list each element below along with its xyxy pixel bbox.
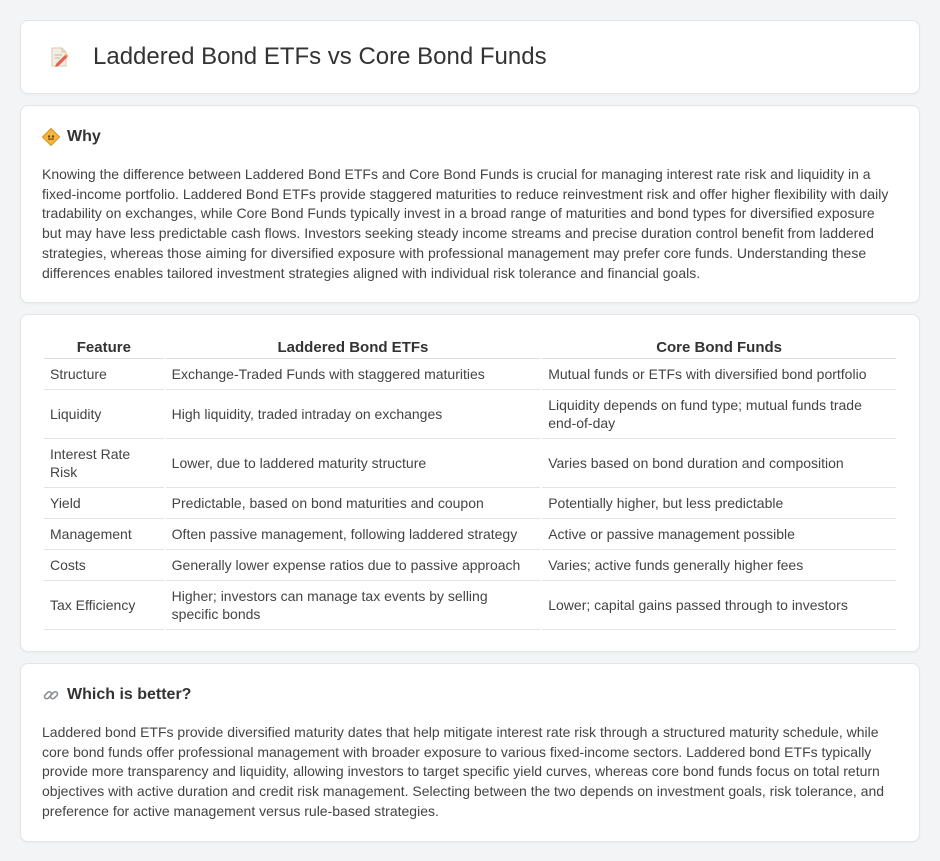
better-paragraph: Laddered bond ETFs provide diversified maturity dates that help mitigate interest rate risk through a structured maturity schedule, while core bond funds offer professional management with broader exposure to various fixed-income sectors. Laddered bond ETFs typically provide more transparency and liquidity, allowing investors to target specific yield curves, whereas core bond funds focus on total return objectives with active duration and credit risk management. Selecting between the two depends on investment goals, risk tolerance, and preference for active management versus rule-based strategies. (42, 724, 885, 819)
header-laddered: Laddered Bond ETFs (166, 335, 541, 359)
link-icon (42, 686, 60, 704)
cell-laddered: High liquidity, traded intraday on exchanges (166, 390, 541, 439)
comparison-table (42, 335, 898, 630)
document-pencil-icon (47, 45, 71, 69)
cell-feature: Costs (44, 550, 164, 581)
header-core: Core Bond Funds (542, 335, 896, 359)
better-heading-label: Which is better? (67, 686, 192, 703)
table-row (44, 519, 896, 550)
why-section (20, 105, 920, 303)
cell-laddered: Higher; investors can manage tax events by selling specific bonds (166, 581, 541, 630)
cell-core: Mutual funds or ETFs with diversified bond portfolio (542, 359, 896, 390)
cell-core: Active or passive management possible (542, 519, 896, 550)
cell-feature: Liquidity (44, 390, 164, 439)
table-row (44, 550, 896, 581)
cell-feature: Interest Rate Risk (44, 439, 164, 488)
cell-laddered: Exchange-Traded Funds with staggered maturities (166, 359, 541, 390)
cell-core: Varies based on bond duration and composition (542, 439, 896, 488)
cell-core: Liquidity depends on fund type; mutual funds trade end-of-day (542, 390, 896, 439)
table-row (44, 359, 896, 390)
cell-feature: Yield (44, 488, 164, 519)
table-header-row (44, 335, 896, 359)
better-heading (42, 686, 898, 704)
why-heading-label: Why (67, 128, 101, 145)
comparison-table-card (20, 314, 920, 652)
why-paragraph: Knowing the difference between Laddered Bond ETFs and Core Bond Funds is crucial for managing interest rate risk and liquidity in a fixed-income portfolio. Laddered Bond ETFs provide staggered maturities to reduce reinvestment risk and offer higher flexibility with daily tradability on exchanges, while Core Bond Funds typically invest in a broad range of maturities and bond types for diversified exposure but may have less predictable cash flows. Investors seeking steady income streams and precise duration control benefit from laddered strategies, whereas those aiming for diversified exposure with professional management may prefer core funds. Understanding these differences enables tailored investment strategies aligned with individual risk tolerance and financial goals. (42, 166, 889, 281)
cell-core: Varies; active funds generally higher fees (542, 550, 896, 581)
table-row (44, 488, 896, 519)
cell-laddered: Generally lower expense ratios due to passive approach (166, 550, 541, 581)
cell-feature: Management (44, 519, 164, 550)
diamond-sign-icon (42, 128, 60, 146)
which-is-better-section (20, 663, 920, 842)
why-heading (42, 128, 898, 146)
page-title: Laddered Bond ETFs vs Core Bond Funds (93, 43, 547, 70)
table-row (44, 390, 896, 439)
header-feature: Feature (44, 335, 164, 359)
header-card (20, 20, 920, 94)
cell-laddered: Often passive management, following laddered strategy (166, 519, 541, 550)
cell-core: Lower; capital gains passed through to investors (542, 581, 896, 630)
table-row (44, 581, 896, 630)
cell-laddered: Lower, due to laddered maturity structure (166, 439, 541, 488)
cell-laddered: Predictable, based on bond maturities and coupon (166, 488, 541, 519)
cell-feature: Structure (44, 359, 164, 390)
table-row (44, 439, 896, 488)
cell-feature: Tax Efficiency (44, 581, 164, 630)
cell-core: Potentially higher, but less predictable (542, 488, 896, 519)
